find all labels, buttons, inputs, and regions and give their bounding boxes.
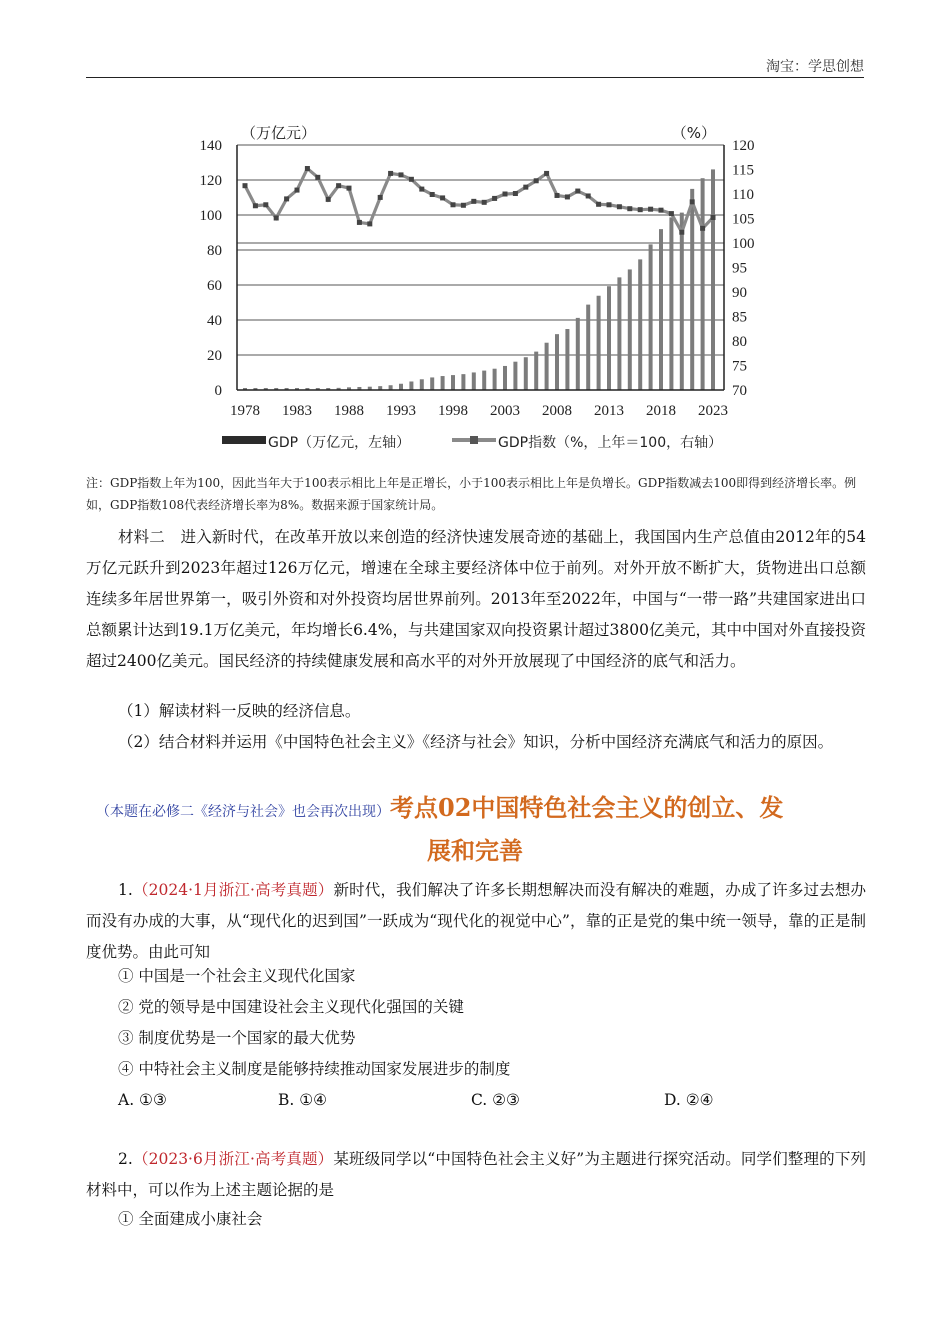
gdp-bar-2019 xyxy=(669,217,673,390)
right-tick-75: 75 xyxy=(732,358,747,375)
gdp-bar-1997 xyxy=(441,376,445,390)
gdp-index-point-1987 xyxy=(336,183,341,188)
x-tick-1993: 1993 xyxy=(386,403,416,419)
left-tick-40: 40 xyxy=(207,313,222,329)
gdp-bar-2022 xyxy=(701,178,705,390)
item1-stem-text: 新时代，我们解决了许多长期想解决而没有解决的难题，办成了许多过去想办而没有办成的大事，从“现代化的迟到国”一跃成为“现代化的视觉中心”，靠的正是党的集中统一领导，靠的正是制度优势。由此可知 xyxy=(86,881,866,961)
gdp-index-point-1993 xyxy=(399,172,404,177)
section-title-line1: 考点02中国特色社会主义的创立、发 xyxy=(390,793,784,822)
gdp-bar-1994 xyxy=(409,381,413,390)
gdp-bar-2021 xyxy=(690,189,694,390)
gdp-bar-2011 xyxy=(586,305,590,390)
gdp-bar-2004 xyxy=(513,362,517,390)
item1-choice-3: ③ 制度优势是一个国家的最大优势 xyxy=(118,1029,356,1047)
gdp-bar-2007 xyxy=(545,343,549,390)
gdp-index-point-1998 xyxy=(451,202,456,207)
left-tick-120: 120 xyxy=(199,173,222,189)
gdp-bar-1999 xyxy=(461,374,465,390)
item1-number: 1. xyxy=(118,881,133,899)
question-1: （1）解读材料一反映的经济信息。 xyxy=(118,702,361,720)
gdp-bar-2016 xyxy=(638,259,642,390)
gdp-index-point-1992 xyxy=(388,171,393,176)
gdp-index-line xyxy=(245,169,713,233)
gdp-index-point-2008 xyxy=(555,193,560,198)
gdp-index-point-2010 xyxy=(575,189,580,194)
gdp-index-point-1986 xyxy=(326,197,331,202)
right-tick-120: 120 xyxy=(732,138,755,154)
right-tick-80: 80 xyxy=(732,334,747,350)
gdp-bar-2010 xyxy=(576,318,580,390)
item1-option-a[interactable]: A. ①③ xyxy=(118,1091,167,1109)
header-brand: 淘宝：学思创想 xyxy=(766,59,864,75)
item2-choice-1: ① 全面建成小康社会 xyxy=(118,1210,263,1228)
right-tick-100: 100 xyxy=(732,236,755,252)
gdp-index-point-2009 xyxy=(565,194,570,199)
item1-choice-4: ④ 中特社会主义制度是能够持续推动国家发展进步的制度 xyxy=(118,1060,511,1078)
right-tick-110: 110 xyxy=(732,187,754,203)
gdp-index-point-1982 xyxy=(284,196,289,201)
gdp-bar-2002 xyxy=(493,369,497,390)
gdp-index-point-2002 xyxy=(492,196,497,201)
x-tick-1988: 1988 xyxy=(334,403,364,419)
right-tick-95: 95 xyxy=(732,260,747,277)
item2-stem xyxy=(86,1144,866,1206)
item1-option-d[interactable]: D. ②④ xyxy=(664,1091,714,1109)
gdp-index-point-2023 xyxy=(711,215,716,220)
gdp-index-point-1978 xyxy=(243,183,248,188)
item1-option-b[interactable]: B. ①④ xyxy=(278,1091,328,1109)
gdp-index-point-2011 xyxy=(586,193,591,198)
gdp-bar-2000 xyxy=(472,372,476,390)
gdp-index-point-1984 xyxy=(305,166,310,171)
x-tick-1978: 1978 xyxy=(230,403,260,419)
left-tick-100: 100 xyxy=(199,208,222,224)
gdp-bar-2012 xyxy=(597,296,601,390)
item1-choice-2: ② 党的领导是中国建设社会主义现代化强国的关键 xyxy=(118,998,464,1016)
right-tick-105: 105 xyxy=(732,211,755,228)
right-axis-title: （%） xyxy=(671,124,716,142)
gdp-index-point-2005 xyxy=(523,185,528,190)
gdp-bar-2005 xyxy=(524,357,528,390)
gdp-index-point-2016 xyxy=(638,207,643,212)
gdp-index-point-2006 xyxy=(534,178,539,183)
section-remark: （本题在必修二《经济与社会》也会再次出现） xyxy=(96,804,390,820)
x-tick-2003: 2003 xyxy=(490,403,520,419)
x-tick-2023: 2023 xyxy=(698,403,728,419)
gdp-index-point-2012 xyxy=(596,202,601,207)
gdp-bar-2009 xyxy=(565,329,569,390)
left-axis-title: （万亿元） xyxy=(241,124,317,142)
gdp-index-point-2001 xyxy=(482,200,487,205)
gdp-bar-2008 xyxy=(555,334,559,390)
gdp-bar-1995 xyxy=(420,379,424,390)
gdp-bar-2020 xyxy=(680,213,684,390)
x-tick-2018: 2018 xyxy=(646,403,676,419)
left-tick-20: 20 xyxy=(207,348,222,364)
x-tick-1983: 1983 xyxy=(282,403,312,419)
gdp-index-point-2019 xyxy=(669,211,674,216)
gdp-bar-2017 xyxy=(649,244,653,390)
gdp-bar-2015 xyxy=(628,269,632,390)
item2-number: 2. xyxy=(118,1150,133,1168)
gdp-bar-2014 xyxy=(617,277,621,390)
right-tick-90: 90 xyxy=(732,285,747,301)
gdp-index-point-1991 xyxy=(378,195,383,200)
left-tick-0: 0 xyxy=(214,383,222,399)
gdp-index-point-2018 xyxy=(659,208,664,213)
legend-swatch-gdp xyxy=(222,436,266,444)
gdp-index-point-2017 xyxy=(648,207,653,212)
gdp-index-point-1985 xyxy=(315,175,320,180)
gdp-bar-2013 xyxy=(607,286,611,390)
gdp-index-point-1997 xyxy=(440,195,445,200)
left-tick-140: 140 xyxy=(199,138,222,154)
left-tick-60: 60 xyxy=(207,278,222,294)
gdp-index-point-2007 xyxy=(544,171,549,176)
header-divider xyxy=(86,77,864,78)
left-tick-80: 80 xyxy=(207,243,222,259)
gdp-bar-2018 xyxy=(659,229,663,390)
x-tick-2008: 2008 xyxy=(542,403,572,419)
x-tick-1998: 1998 xyxy=(438,403,468,419)
item1-source-tag: （2024·1月浙江·高考真题） xyxy=(132,881,334,899)
gdp-bar-2003 xyxy=(503,366,507,390)
material-2: 材料二 进入新时代，在改革开放以来创造的经济快速发展奇迹的基础上，我国国内生产总值由2012年的54万亿元跃升到2023年超过126万亿元，增速在全球主要经济体中位于前列。对外开放不断扩大，货物进出口总额连续多年居世界第一，吸引外资和对外投资均居世界前列。2013年至2022年，中国与“一带一路”共建国家进出口总额累计达到19.1万亿美元，年均增长6.4%，与共建国家双向投资累计超过3800亿美元，其中中国对外直接投资超过2400亿美元。国民经济的持续健康发展和高水平的对外开放展现了中国经济的底气和活力。 xyxy=(86,528,866,670)
right-tick-115: 115 xyxy=(732,162,754,179)
gdp-index-point-1996 xyxy=(430,192,435,197)
gdp-index-point-2003 xyxy=(503,192,508,197)
gdp-chart xyxy=(0,110,950,462)
gdp-bar-1998 xyxy=(451,375,455,390)
section-heading xyxy=(96,793,783,827)
gdp-bar-2006 xyxy=(534,352,538,390)
gdp-bar-2023 xyxy=(711,169,715,390)
gdp-index-point-1983 xyxy=(295,188,300,193)
item1-choice-1: ① 中国是一个社会主义现代化国家 xyxy=(118,967,356,985)
item2-source-tag: （2023·6月浙江·高考真题） xyxy=(132,1150,334,1168)
gdp-index-point-1989 xyxy=(357,220,362,225)
gdp-index-point-2014 xyxy=(617,204,622,209)
gdp-index-point-2022 xyxy=(700,226,705,231)
gdp-index-point-2000 xyxy=(471,199,476,204)
gdp-index-point-2015 xyxy=(627,206,632,211)
section-title-line2: 展和完善 xyxy=(427,836,523,865)
gdp-index-point-1999 xyxy=(461,203,466,208)
gdp-index-point-2004 xyxy=(513,191,518,196)
legend-marker-index xyxy=(470,436,478,444)
question-2: （2）结合材料并运用《中国特色社会主义》《经济与社会》知识，分析中国经济充满底气和活力的原因。 xyxy=(118,733,834,751)
right-tick-70: 70 xyxy=(732,383,747,399)
gdp-index-point-1980 xyxy=(263,202,268,207)
gdp-index-point-1979 xyxy=(253,203,258,208)
gdp-index-point-2020 xyxy=(679,230,684,235)
item2-stem-text: 某班级同学以“中国特色社会主义好”为主题进行探究活动。同学们整理的下列材料中，可以作为上述主题论据的是 xyxy=(86,1150,866,1199)
gdp-index-point-2013 xyxy=(607,202,612,207)
gdp-bar-1996 xyxy=(430,377,434,390)
chart-legend xyxy=(222,434,722,451)
gdp-index-point-1995 xyxy=(419,187,424,192)
gdp-index-point-1994 xyxy=(409,177,414,182)
right-tick-85: 85 xyxy=(732,309,747,326)
item1-option-c[interactable]: C. ②③ xyxy=(471,1091,520,1109)
x-tick-2013: 2013 xyxy=(594,403,624,419)
gdp-bar-2001 xyxy=(482,371,486,390)
legend-label-gdp: GDP（万亿元，左轴） xyxy=(268,435,411,451)
gdp-bar-1993 xyxy=(399,384,403,390)
chart-note: 注：GDP指数上年为100，因此当年大于100表示相比上年是正增长，小于100表示相比上年是负增长。GDP指数减去100即得到经济增长率。例如，GDP指数108代表经济增长率为8%。数据来源于国家统计局。 xyxy=(86,476,857,512)
gdp-index-point-2021 xyxy=(690,199,695,204)
legend-label-index: GDP指数（%，上年＝100，右轴） xyxy=(498,435,723,451)
gdp-index-point-1988 xyxy=(347,186,352,191)
gdp-index-point-1981 xyxy=(274,216,279,221)
item1-stem xyxy=(86,875,866,968)
gdp-index-point-1990 xyxy=(367,221,372,226)
